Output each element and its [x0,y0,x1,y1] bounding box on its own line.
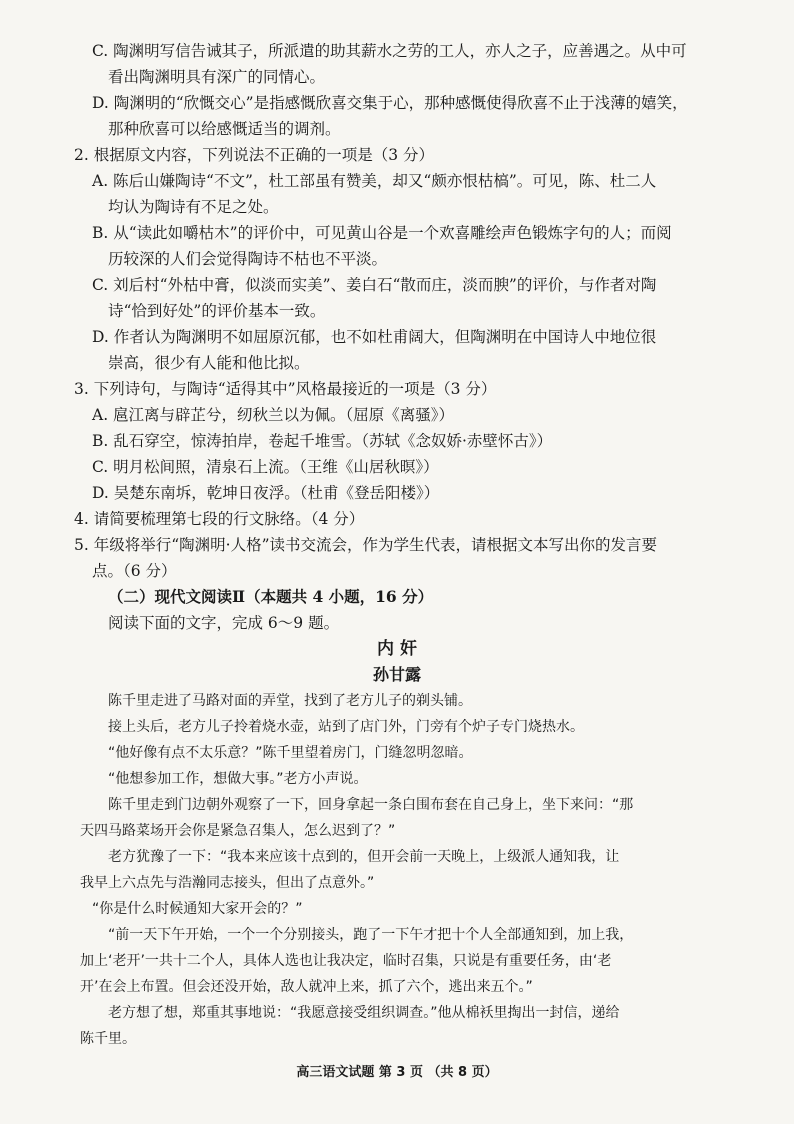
option-d-line-1: D. 陶渊明的“欣慨交心”是指感慨欣喜交集于心，那种感慨使得欣喜不止于浅薄的嬉笑， [92,94,688,112]
story-paragraph-6-line-2: 我早上六点先与浩瀚同志接头，但出了点意外。” [80,875,375,891]
option-c-line-2: 看出陶渊明具有深广的同情心。 [108,68,326,86]
question-4-stem: 4. 请简要梳理第七段的行文脉络。（4 分） [74,510,365,528]
q2-option-d-line-1: D. 作者认为陶渊明不如屈原沉郁，也不如杜甫阔大，但陶渊明在中国诗人中地位很 [92,328,657,346]
story-paragraph-7: “你是什么时候通知大家开会的？” [92,901,303,917]
question-3-stem: 3. 下列诗句，与陶诗“适得其中”风格最接近的一项是（3 分） [74,380,497,398]
story-paragraph-5-line-1: 陈千里走到门边朝外观察了一下，回身拿起一条白围布套在自己身上，坐下来问：“那 [108,797,634,813]
story-paragraph-4: “他想参加工作，想做大事。”老方小声说。 [108,771,368,787]
section-heading: （二）现代文阅读Ⅱ（本题共 4 小题，16 分） [108,587,434,606]
q2-option-d-line-2: 崇高，很少有人能和他比拟。 [108,354,310,372]
story-paragraph-5-line-2: 天四马路菜场开会你是紧急召集人，怎么迟到了？” [80,823,396,839]
section-instruction: 阅读下面的文字，完成 6～9 题。 [108,614,340,632]
question-5-stem-line-2: 点。（6 分） [92,562,177,580]
story-paragraph-3: “他好像有点不太乐意？”陈千里望着房门，门缝忽明忽暗。 [108,745,473,761]
q3-option-c: C. 明月松间照，清泉石上流。（王维《山居秋暝》） [92,458,439,476]
story-paragraph-8-line-1: “前一天下午开始，一个一个分别接头，跑了一下午才把十个人全部通知到，加上我， [108,927,634,943]
q2-option-b-line-1: B. 从“读此如嚼枯木”的评价中，可见黄山谷是一个欢喜雕绘声色锻炼字句的人；而阅 [92,224,672,242]
story-paragraph-1: 陈千里走进了马路对面的弄堂，找到了老方儿子的剃头铺。 [108,693,472,709]
q2-option-c-line-1: C. 刘后村“外枯中膏，似淡而实美”、姜白石“散而庄，淡而腴”的评价，与作者对陶 [92,276,657,294]
story-title: 内 奸 [377,639,417,659]
q3-option-b: B. 乱石穿空，惊涛拍岸，卷起千堆雪。（苏轼《念奴娇·赤壁怀古》） [92,432,553,450]
story-paragraph-9-line-2: 陈千里。 [80,1031,136,1047]
story-paragraph-9-line-1: 老方想了想，郑重其事地说：“我愿意接受组织调查。”他从棉袄里掏出一封信，递给 [108,1005,620,1021]
page-footer: 高三语文试题 第 3 页 （共 8 页） [296,1065,498,1080]
q3-option-a: A. 扈江离与辟芷兮，纫秋兰以为佩。（屈原《离骚》） [92,406,455,424]
story-paragraph-2: 接上头后，老方儿子拎着烧水壶，站到了店门外，门旁有个炉子专门烧热水。 [108,719,584,735]
story-author: 孙甘露 [372,665,421,684]
story-paragraph-8-line-2: 加上‘老开’一共十二个人，具体人选也让我决定，临时召集，只说是有重要任务，由‘老 [80,953,612,969]
q2-option-a-line-1: A. 陈后山嫌陶诗“不文”，杜工部虽有赞美，却又“颇亦恨枯槁”。可见，陈、杜二人 [92,172,657,190]
q3-option-d: D. 吴楚东南坼，乾坤日夜浮。（杜甫《登岳阳楼》） [92,484,440,502]
option-d-line-2: 那种欣喜可以给感慨适当的调剂。 [108,120,341,138]
q2-option-a-line-2: 均认为陶诗有不足之处。 [108,198,279,216]
story-paragraph-6-line-1: 老方犹豫了一下：“我本来应该十点到的，但开会前一天晚上，上级派人通知我，让 [108,849,620,865]
question-2-stem: 2. 根据原文内容，下列说法不正确的一项是（3 分） [74,146,435,164]
option-c-line-1: C. 陶渊明写信告诫其子，所派遣的助其薪水之劳的工人，亦人之子，应善遇之。从中可 [92,42,687,60]
story-paragraph-8-line-3: 开’在会上布置。但会还没开始，敌人就冲上来，抓了六个，逃出来五个。” [80,979,533,995]
q2-option-b-line-2: 历较深的人们会觉得陶诗不枯也不平淡。 [108,250,388,268]
q2-option-c-line-2: 诗“恰到好处”的评价基本一致。 [108,302,326,320]
question-5-stem-line-1: 5. 年级将举行“陶渊明·人格”读书交流会，作为学生代表，请根据文本写出你的发言要 [74,536,657,554]
